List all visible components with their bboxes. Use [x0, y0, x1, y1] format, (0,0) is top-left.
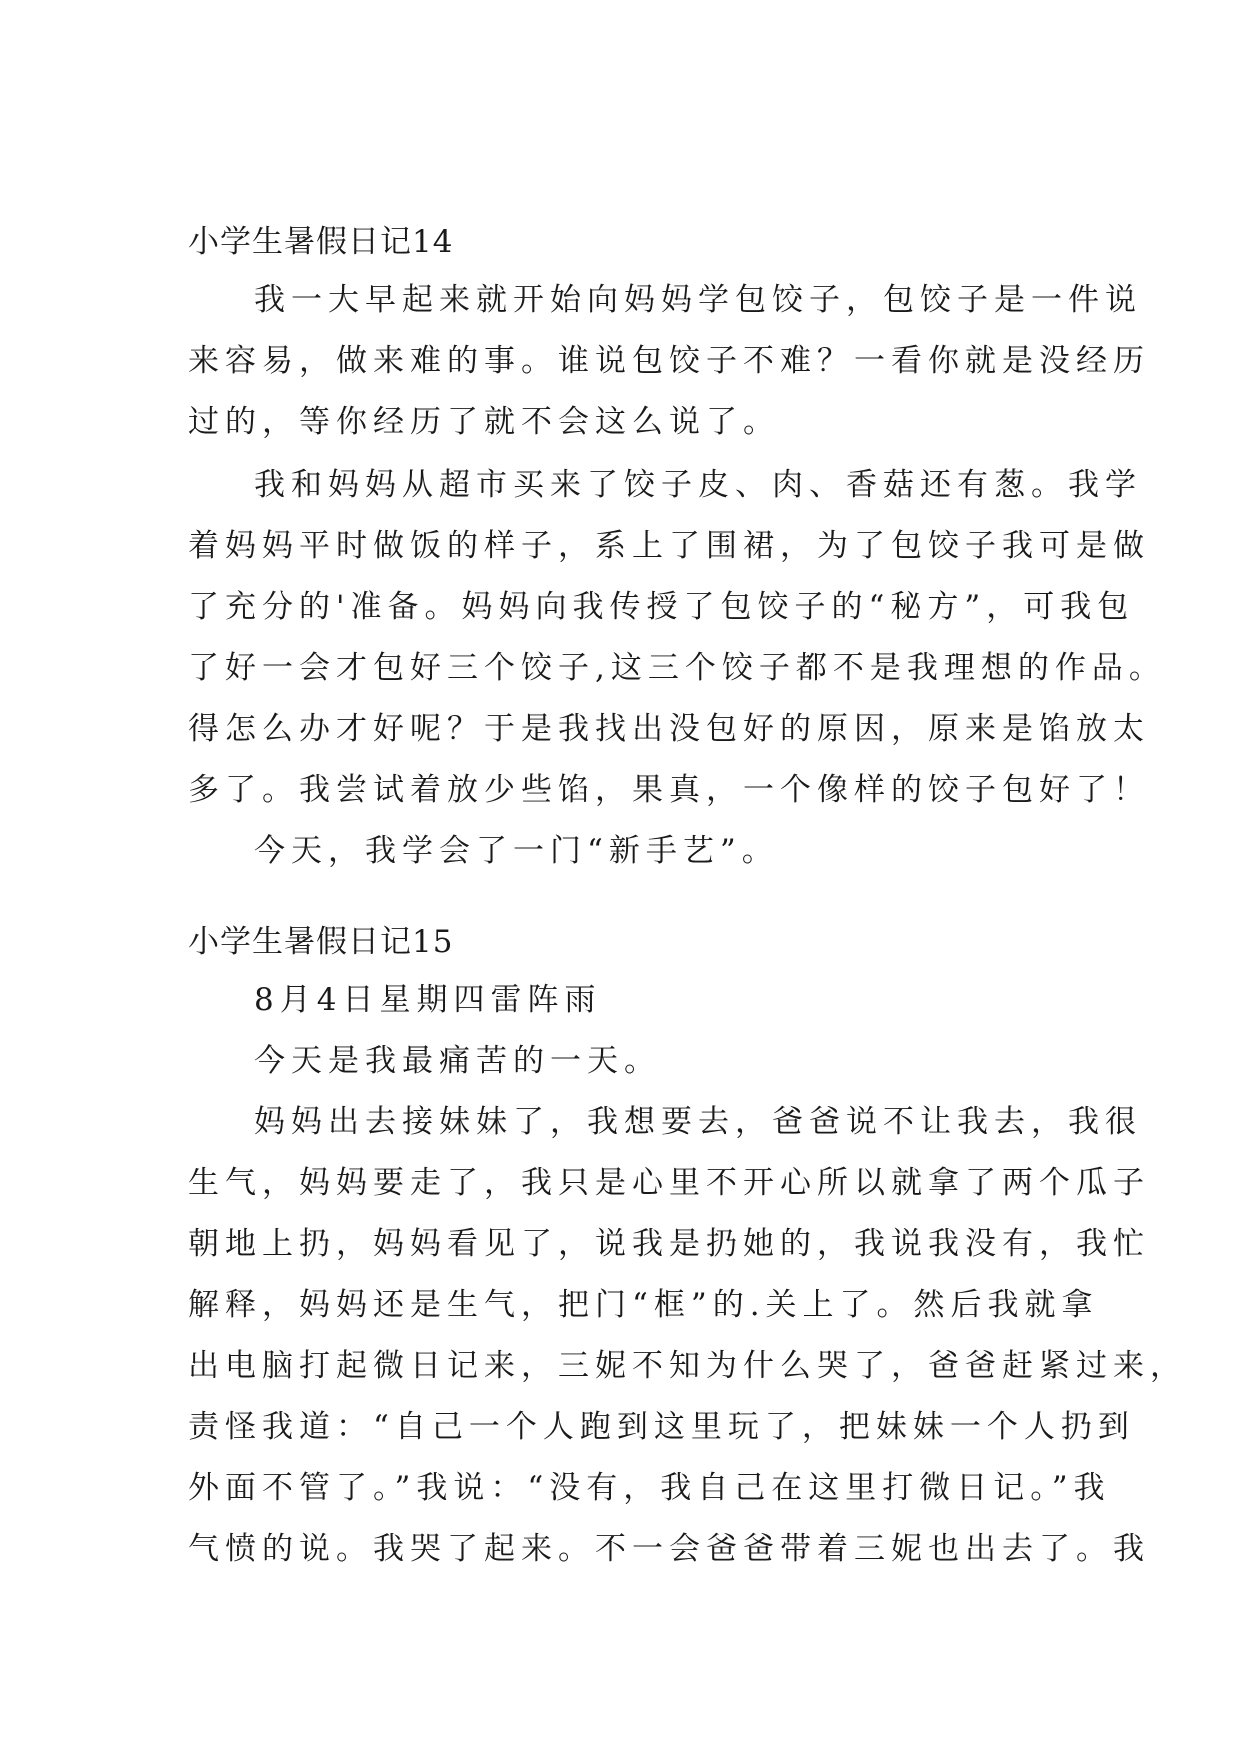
text-line: 责怪我道：“自己一个人跑到这里玩了，把妹妹一个人扔到 [188, 1409, 1135, 1445]
diary-entry-14 [188, 222, 1048, 262]
entry-15-para-2 [188, 1102, 1187, 1590]
entry-title: 小学生暑假日记15 [188, 924, 454, 960]
text-line: 妈妈出去接妹妹了，我想要去，爸爸说不让我去，我很 [254, 1104, 1142, 1140]
text-line: 我和妈妈从超市买来了饺子皮、肉、香菇还有葱。我学 [254, 467, 1142, 503]
entry-14-para-1 [188, 280, 1150, 463]
date-weather-line: 8月4日星期四雷阵雨 [254, 982, 602, 1018]
text-line: 今天是我最痛苦的一天。 [254, 1043, 661, 1079]
text-line: 朝地上扔，妈妈看见了，说我是扔她的，我说我没有，我忙 [188, 1226, 1150, 1262]
text-line: 来容易，做来难的事。谁说包饺子不难？一看你就是没经历 [188, 343, 1150, 379]
entry-14-para-2 [188, 465, 1166, 831]
entry-title: 小学生暑假日记14 [188, 224, 454, 260]
text-line: 生气，妈妈要走了，我只是心里不开心所以就拿了两个瓜子 [188, 1165, 1150, 1201]
text-line: 过的，等你经历了就不会这么说了。 [188, 404, 780, 440]
text-line: 出电脑打起微日记来，三妮不知为什么哭了，爸爸赶紧过来， [188, 1348, 1187, 1384]
entry-14-para-3 [188, 831, 1048, 871]
entry-15-para-1 [188, 1041, 1048, 1081]
text-line: 得怎么办才好呢？于是我找出没包好的原因，原来是馅放太 [188, 711, 1150, 747]
text-line: 今天，我学会了一门“新手艺”。 [254, 833, 779, 869]
diary-entry-15 [188, 922, 1048, 962]
text-line: 了好一会才包好三个饺子,这三个饺子都不是我理想的作品。 [188, 650, 1166, 686]
text-line: 了充分的'准备。妈妈向我传授了包饺子的“秘方”，可我包 [188, 589, 1135, 625]
text-line: 解释，妈妈还是生气，把门“框”的.关上了。然后我就拿 [188, 1287, 1099, 1323]
text-line: 气愤的说。我哭了起来。不一会爸爸带着三妮也出去了。我 [188, 1531, 1150, 1567]
text-line: 外面不管了。”我说：“没有，我自己在这里打微日记。”我 [188, 1470, 1111, 1506]
text-line: 我一大早起来就开始向妈妈学包饺子，包饺子是一件说 [254, 282, 1142, 318]
text-line: 多了。我尝试着放少些馅，果真，一个像样的饺子包好了！ [188, 772, 1150, 808]
text-line: 着妈妈平时做饭的样子，系上了围裙，为了包饺子我可是做 [188, 528, 1150, 564]
entry-15-date-line [188, 980, 1048, 1020]
